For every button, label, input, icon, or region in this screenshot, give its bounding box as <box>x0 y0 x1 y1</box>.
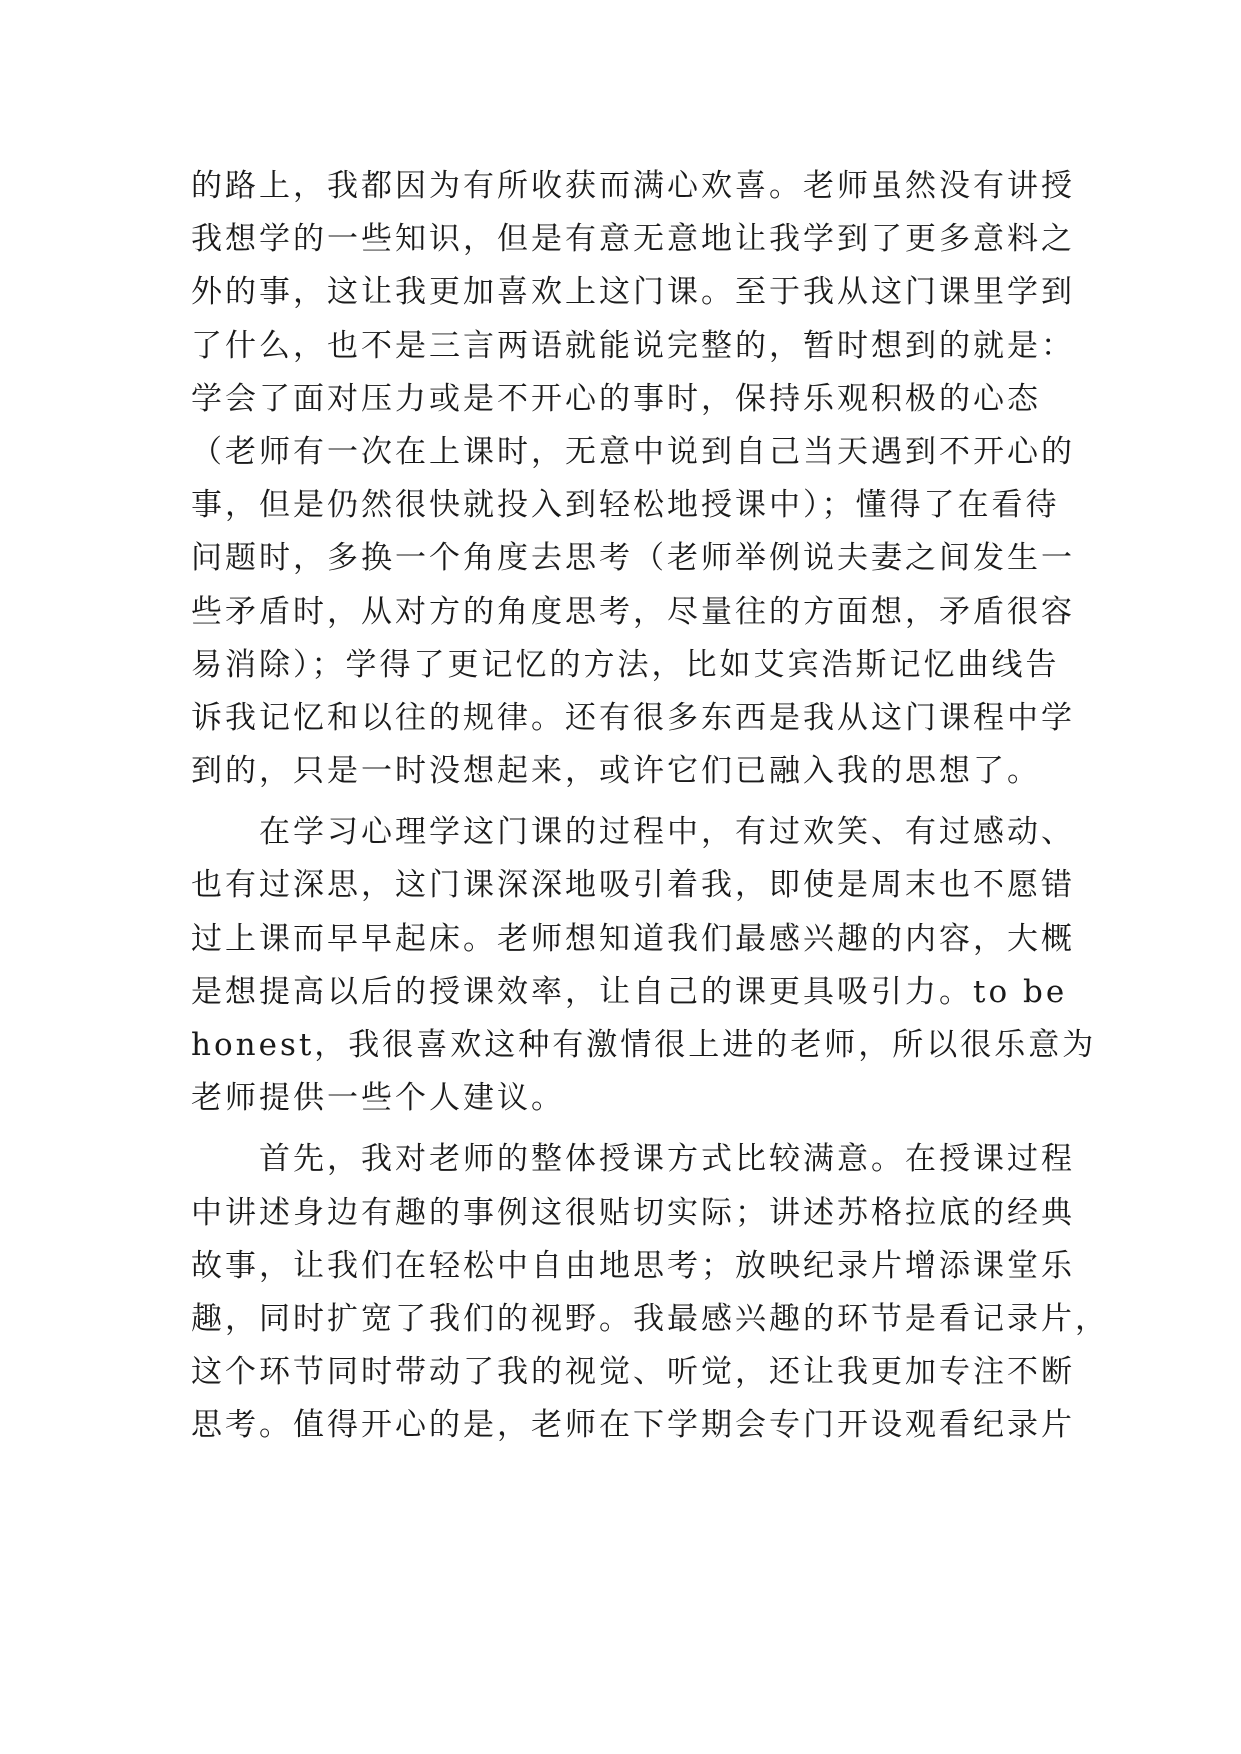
text-line-3: 外的事，这让我更加喜欢上这门课。至于我从这门课里学到 <box>191 274 1075 311</box>
text-line-8: 问题时，多换一个角度去思考（老师举例说夫妻之间发生一 <box>191 540 1075 577</box>
text-line-5: 学会了面对压力或是不开心的事时，保持乐观积极的心态 <box>191 380 1041 417</box>
text-line-15: 过上课而早早起床。老师想知道我们最感兴趣的内容，大概 <box>191 920 1075 957</box>
text-line-24: 思考。值得开心的是，老师在下学期会专门开设观看纪录片 <box>191 1407 1075 1444</box>
text-line-6: （老师有一次在上课时，无意中说到自己当天遇到不开心的 <box>191 433 1075 470</box>
text-line-22: 趣，同时扩宽了我们的视野。我最感兴趣的环节是看记录片， <box>191 1300 1109 1337</box>
text-line-23: 这个环节同时带动了我的视觉、听觉，还让我更加专注不断 <box>191 1354 1075 1391</box>
body-text <box>191 160 1109 1453</box>
text-line-21: 故事，让我们在轻松中自由地思考；放映纪录片增添课堂乐 <box>191 1247 1075 1284</box>
text-line-10: 易消除）；学得了更记忆的方法，比如艾宾浩斯记忆曲线告 <box>191 646 1060 683</box>
text-line-11: 诉我记忆和以往的规律。还有很多东西是我从这门课程中学 <box>191 699 1075 736</box>
text-line-20: 中讲述身边有趣的事例这很贴切实际；讲述苏格拉底的经典 <box>191 1194 1075 1231</box>
text-line-9: 些矛盾时，从对方的角度思考，尽量往的方面想，矛盾很容 <box>191 593 1075 630</box>
text-line-12: 到的，只是一时没想起来，或许它们已融入我的思想了。 <box>191 753 1041 790</box>
text-line-2: 我想学的一些知识，但是有意无意地让我学到了更多意料之 <box>191 221 1075 258</box>
text-line-1: 的路上，我都因为有所收获而满心欢喜。老师虽然没有讲授 <box>191 168 1075 204</box>
text-line-4: 了什么，也不是三言两语就能说完整的，暂时想到的就是： <box>191 327 1075 364</box>
text-line-14: 也有过深思，这门课深深地吸引着我，即使是周末也不愿错 <box>191 867 1075 904</box>
text-line-17: honest，我很喜欢这种有激情很上进的老师，所以很乐意为 <box>191 1027 1097 1063</box>
text-line-16: 是想提高以后的授课效率，让自己的课更具吸引力。to be <box>191 973 1068 1010</box>
text-line-18: 老师提供一些个人建议。 <box>191 1080 565 1117</box>
text-line-13: 在学习心理学这门课的过程中，有过欢笑、有过感动、 <box>191 814 1075 851</box>
text-line-7: 事，但是仍然很快就投入到轻松地授课中）；懂得了在看待 <box>191 487 1060 524</box>
text-line-19: 首先，我对老师的整体授课方式比较满意。在授课过程 <box>191 1141 1075 1178</box>
